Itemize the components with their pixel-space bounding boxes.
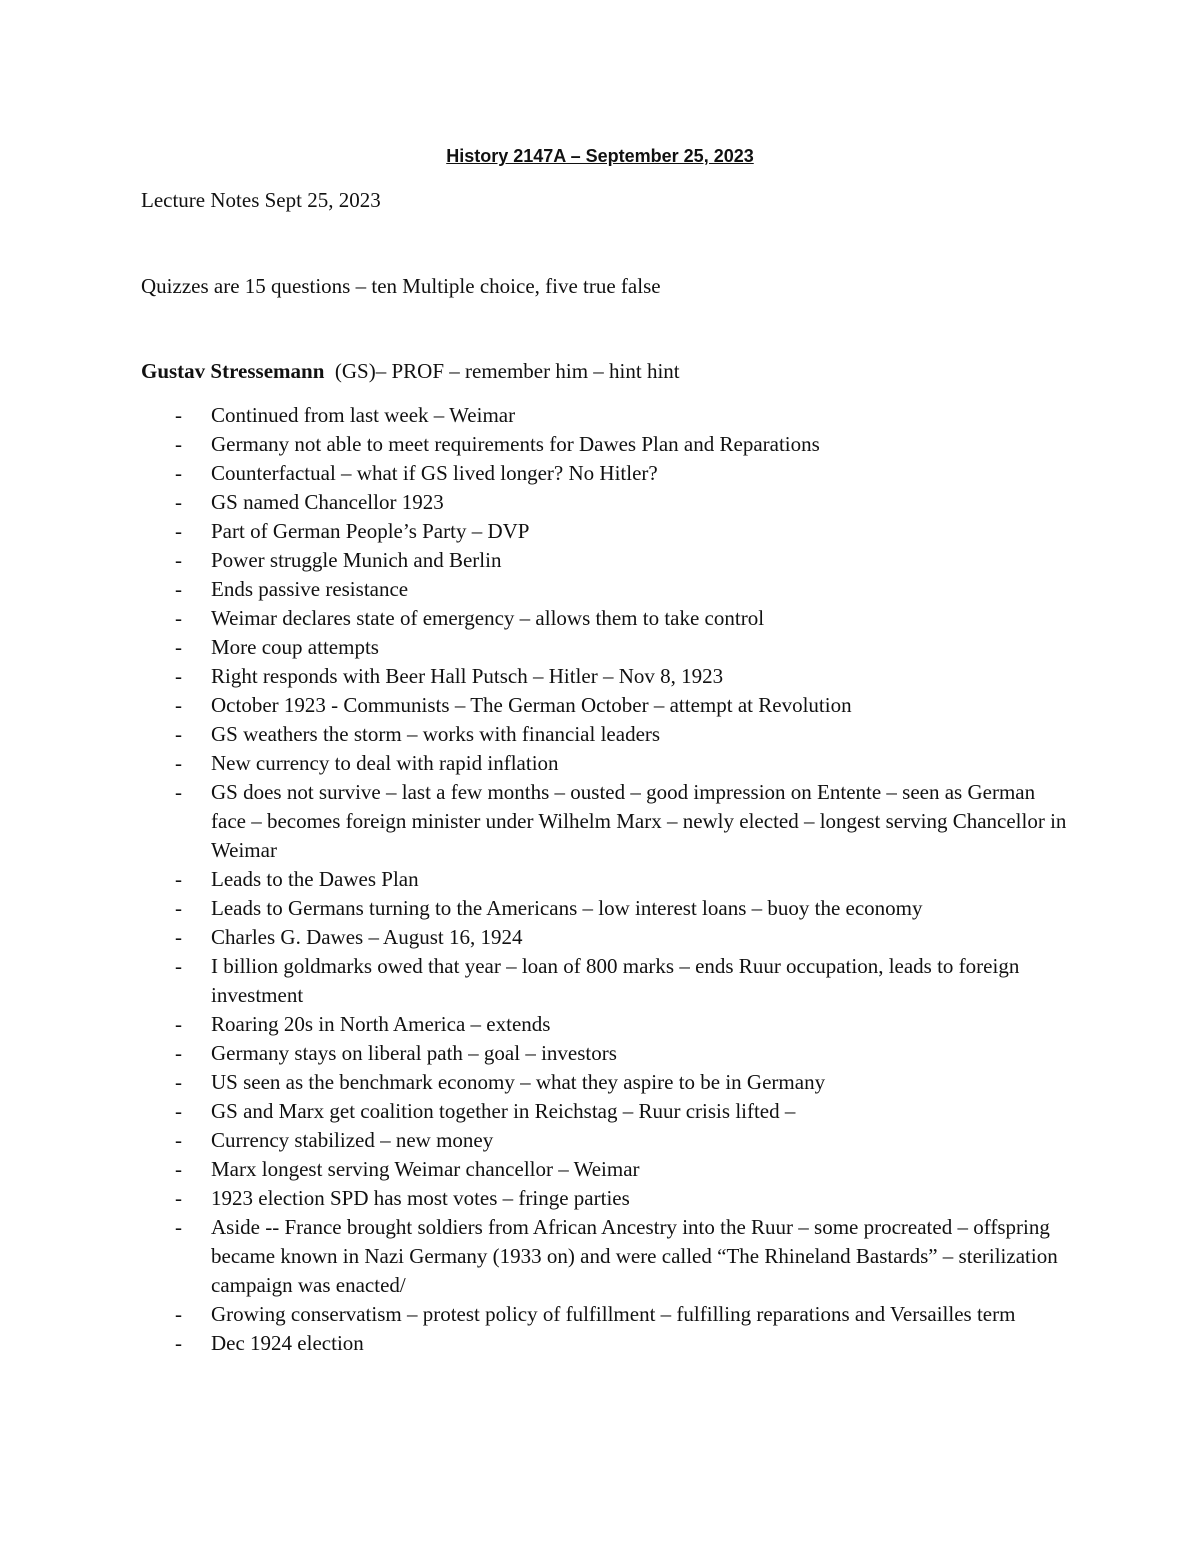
bullet-dash: -: [175, 461, 182, 485]
list-item: [141, 1068, 1071, 1097]
list-item-text: Leads to Germans turning to the Americans – low interest loans – buoy the economy: [211, 896, 923, 920]
bullet-dash: -: [175, 925, 182, 949]
list-item: [141, 1010, 1071, 1039]
list-item-text: More coup attempts: [211, 635, 379, 659]
list-item-text: Marx longest serving Weimar chancellor – Weimar: [211, 1157, 640, 1181]
bullet-dash: -: [175, 577, 182, 601]
list-item: [141, 691, 1071, 720]
list-item-text: I billion goldmarks owed that year – loan of 800 marks – ends Ruur occupation, leads to foreign investment: [211, 954, 1020, 1007]
list-item: [141, 720, 1071, 749]
list-item-text: Ends passive resistance: [211, 577, 409, 601]
list-item: [141, 1329, 1071, 1358]
list-item-text: Counterfactual – what if GS lived longer? No Hitler?: [211, 461, 658, 485]
bullet-dash: -: [175, 664, 182, 688]
list-item: [141, 865, 1071, 894]
section-heading-name: Gustav Stressemann: [141, 359, 325, 383]
list-item-text: Right responds with Beer Hall Putsch – Hitler – Nov 8, 1923: [211, 664, 724, 688]
list-item-text: October 1923 - Communists – The German October – attempt at Revolution: [211, 693, 852, 717]
bullet-dash: -: [175, 490, 182, 514]
list-item-text: Leads to the Dawes Plan: [211, 867, 419, 891]
list-item-text: GS named Chancellor 1923: [211, 490, 444, 514]
list-item-text: Power struggle Munich and Berlin: [211, 548, 502, 572]
bullet-dash: -: [175, 1041, 182, 1065]
bullet-dash: -: [175, 780, 182, 804]
bullet-dash: -: [175, 1215, 182, 1239]
section-heading-rest: (GS)– PROF – remember him – hint hint: [334, 359, 680, 383]
list-item-text: Currency stabilized – new money: [211, 1128, 494, 1152]
list-item-text: US seen as the benchmark economy – what they aspire to be in Germany: [211, 1070, 826, 1094]
list-item: [141, 633, 1071, 662]
list-item: [141, 517, 1071, 546]
bullet-dash: -: [175, 1302, 182, 1326]
list-item-text: 1923 election SPD has most votes – fringe parties: [211, 1186, 630, 1210]
quiz-note: Quizzes are 15 questions – ten Multiple choice, five true false: [141, 274, 661, 298]
list-item-text: Weimar declares state of emergency – allows them to take control: [211, 606, 765, 630]
bullet-dash: -: [175, 635, 182, 659]
section-heading: [141, 357, 680, 386]
list-item-text: Charles G. Dawes – August 16, 1924: [211, 925, 523, 949]
list-item: [141, 459, 1071, 488]
bullet-dash: -: [175, 519, 182, 543]
bullet-list: [141, 401, 1071, 1358]
bullet-dash: -: [175, 867, 182, 891]
bullet-dash: -: [175, 722, 182, 746]
list-item: [141, 1184, 1071, 1213]
list-item: [141, 778, 1071, 865]
list-item-text: Aside -- France brought soldiers from African Ancestry into the Ruur – some procreated – offspring became known in Nazi Germany (1933 on) and were called “The Rhineland Bastards” – sterilization campaign was enacted/: [211, 1215, 1058, 1297]
bullet-dash: -: [175, 693, 182, 717]
lecture-subtitle: Lecture Notes Sept 25, 2023: [141, 188, 381, 212]
bullet-dash: -: [175, 751, 182, 775]
list-item: [141, 1213, 1071, 1300]
bullet-dash: -: [175, 1070, 182, 1094]
list-item: [141, 749, 1071, 778]
list-item-text: GS and Marx get coalition together in Reichstag – Ruur crisis lifted –: [211, 1099, 796, 1123]
list-item: [141, 430, 1071, 459]
list-item-text: Germany stays on liberal path – goal – investors: [211, 1041, 617, 1065]
list-item: [141, 546, 1071, 575]
bullet-dash: -: [175, 1331, 182, 1355]
bullet-dash: -: [175, 1157, 182, 1181]
list-item-text: New currency to deal with rapid inflation: [211, 751, 559, 775]
bullet-dash: -: [175, 896, 182, 920]
list-item-text: Part of German People’s Party – DVP: [211, 519, 530, 543]
list-item-text: Growing conservatism – protest policy of fulfillment – fulfilling reparations and Versailles term: [211, 1302, 1016, 1326]
list-item-text: Continued from last week – Weimar: [211, 403, 516, 427]
bullet-dash: -: [175, 1012, 182, 1036]
bullet-dash: -: [175, 1186, 182, 1210]
list-item: [141, 604, 1071, 633]
list-item-text: Dec 1924 election: [211, 1331, 364, 1355]
list-item: [141, 1155, 1071, 1184]
list-item: [141, 1097, 1071, 1126]
list-item-text: GS does not survive – last a few months – ousted – good impression on Entente – seen as German face – becomes foreign minister under Wilhelm Marx – newly elected – longest serving Chancellor in Weimar: [211, 780, 1067, 862]
bullet-dash: -: [175, 1128, 182, 1152]
list-item: [141, 1300, 1071, 1329]
list-item: [141, 488, 1071, 517]
list-item: [141, 894, 1071, 923]
list-item: [141, 401, 1071, 430]
list-item-text: GS weathers the storm – works with financial leaders: [211, 722, 661, 746]
bullet-dash: -: [175, 606, 182, 630]
list-item: [141, 1039, 1071, 1068]
list-item: [141, 662, 1071, 691]
list-item: [141, 952, 1071, 1010]
list-item-text: Roaring 20s in North America – extends: [211, 1012, 551, 1036]
bullet-dash: -: [175, 954, 182, 978]
list-item: [141, 923, 1071, 952]
bullet-dash: -: [175, 403, 182, 427]
bullet-dash: -: [175, 432, 182, 456]
list-item: [141, 1126, 1071, 1155]
bullet-dash: -: [175, 548, 182, 572]
list-item: [141, 575, 1071, 604]
bullet-dash: -: [175, 1099, 182, 1123]
document-title: History 2147A – September 25, 2023: [446, 146, 754, 166]
list-item-text: Germany not able to meet requirements for Dawes Plan and Reparations: [211, 432, 820, 456]
